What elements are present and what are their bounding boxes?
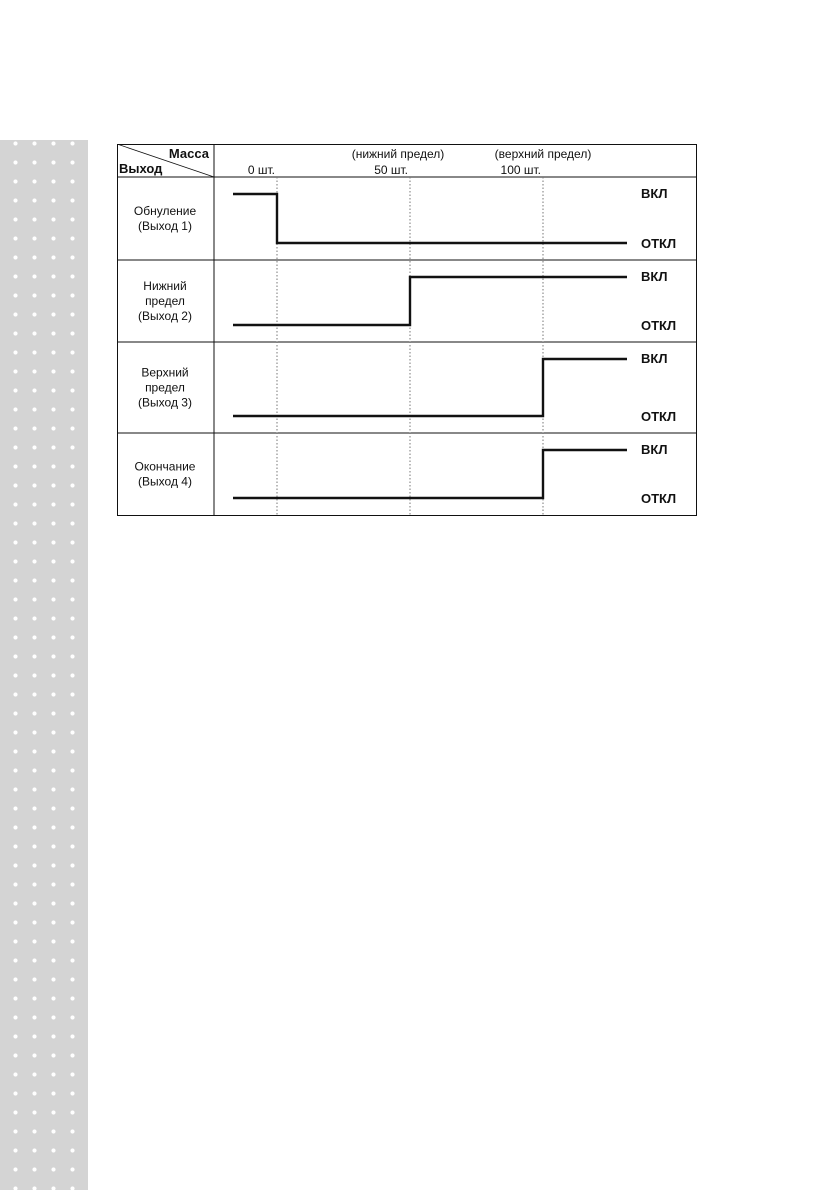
row-label-line: Обнуление	[133, 204, 197, 218]
output-rows	[134, 186, 676, 506]
output-row-1	[134, 186, 676, 251]
lower-limit-caption: (нижний предел)	[351, 147, 445, 161]
row-label-line: предел	[145, 380, 185, 395]
state-on-label: ВКЛ	[641, 186, 668, 201]
corner-output-label: Выход	[119, 161, 163, 176]
state-on-label: ВКЛ	[641, 269, 668, 284]
row-label-line: Нижний	[143, 279, 187, 293]
timing-chart	[117, 144, 697, 516]
signal-trace	[233, 359, 627, 416]
row-label-line: (Выход 4)	[138, 474, 192, 489]
upper-limit-caption: (верхний предел)	[494, 147, 592, 161]
output-row-3	[138, 351, 676, 424]
output-row-4	[135, 442, 677, 506]
mark-label-100: 100 шт.	[500, 163, 541, 177]
output-row-2	[138, 269, 676, 333]
table-frame	[117, 144, 697, 516]
state-off-label: ОТКЛ	[641, 409, 677, 424]
row-label-line: предел	[145, 294, 185, 308]
outer-border	[118, 145, 697, 516]
mark-label-50: 50 шт.	[374, 163, 408, 177]
state-on-label: ВКЛ	[641, 442, 668, 457]
state-off-label: ОТКЛ	[641, 491, 677, 506]
state-on-label: ВКЛ	[641, 351, 668, 366]
signal-trace	[233, 450, 627, 498]
output-timing-diagram	[117, 144, 697, 516]
row-label-line: Верхний	[141, 365, 189, 380]
corner-mass-label: Масса	[168, 146, 209, 161]
decorative-dot-strip	[0, 140, 88, 1190]
mass-marks	[248, 163, 541, 177]
row-label-line: (Выход 1)	[138, 219, 192, 233]
row-label-line: (Выход 2)	[138, 309, 192, 323]
row-label-line: (Выход 3)	[138, 395, 192, 410]
state-off-label: ОТКЛ	[641, 236, 677, 251]
row-label-line: Окончание	[134, 459, 196, 474]
grid-lines	[277, 177, 543, 515]
mark-label-0: 0 шт.	[247, 163, 275, 177]
header	[119, 146, 591, 177]
signal-trace	[233, 194, 627, 243]
signal-trace	[233, 277, 627, 325]
state-off-label: ОТКЛ	[641, 318, 677, 333]
